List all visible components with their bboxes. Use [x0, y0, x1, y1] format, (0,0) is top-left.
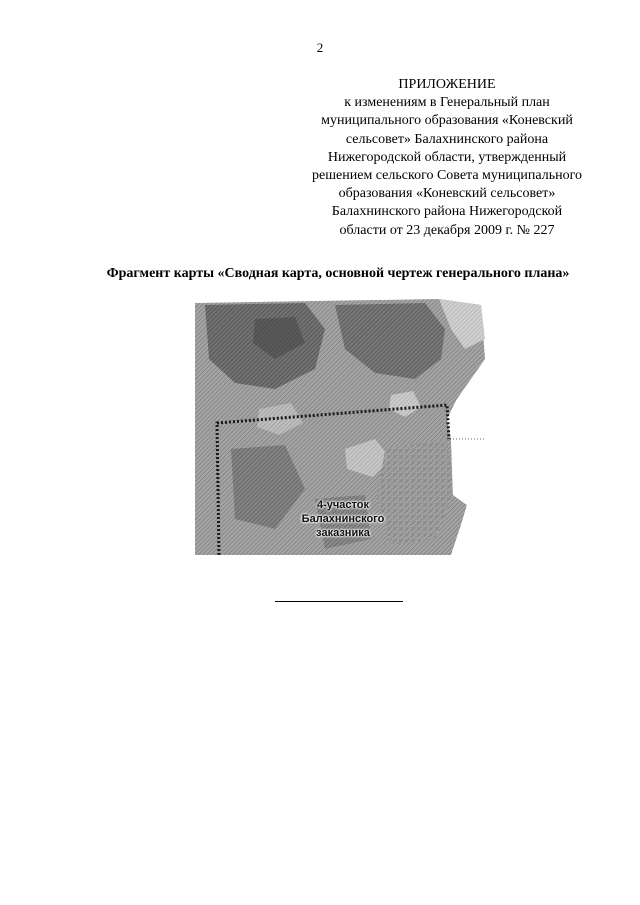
appendix-line: муниципального образования «Коневский [321, 113, 573, 129]
appendix-line: Нижегородской области, утвержденный [327, 149, 567, 165]
map-zone-label-line: 4-участок [317, 499, 369, 511]
appendix-line: сельсовет» Балахнинского района [345, 131, 549, 147]
appendix-line: образования «Коневский сельсовет» [338, 186, 556, 202]
appendix-line: области от 23 декабря 2009 г. № 227 [339, 222, 555, 238]
appendix-title: ПРИЛОЖЕНИЕ [398, 77, 496, 92]
map-zone-label-line: Балахнинского [301, 513, 385, 525]
map-zone-label-line: заказника [316, 527, 370, 539]
map-zone-label [283, 498, 403, 540]
page-number: 2 [316, 40, 324, 55]
appendix-line: решением сельского Совета муниципального [312, 168, 582, 184]
end-divider [275, 601, 403, 602]
fragment-title: Фрагмент карты «Сводная карта, основной чертеж генерального плана» [106, 266, 570, 281]
map-fragment-image [195, 299, 485, 555]
appendix-line: к изменениям в Генеральный план [344, 95, 550, 111]
appendix-header [296, 76, 598, 240]
appendix-line: Балахнинского района Нижегородской [331, 204, 563, 220]
